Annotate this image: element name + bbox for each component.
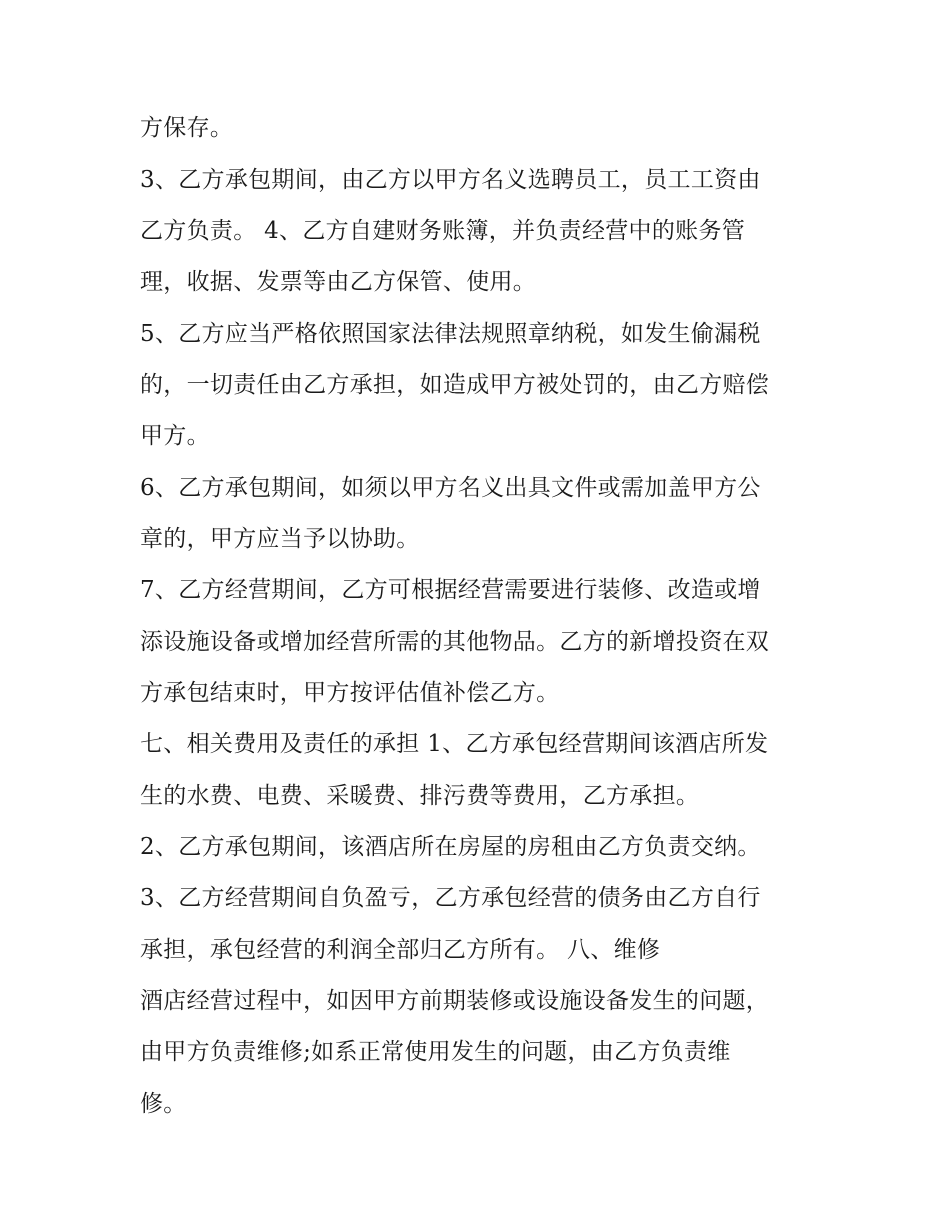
text-line: 3、乙方承包期间，由乙方以甲方名义选聘员工，员工工资由	[140, 167, 761, 193]
text-line: 的，一切责任由乙方承担，如造成甲方被处罚的，由乙方赔偿	[140, 372, 770, 398]
text-line: 6、乙方承包期间，如须以甲方名义出具文件或需加盖甲方公	[140, 475, 761, 501]
text-line: 章的，甲方应当予以协助。	[140, 526, 420, 552]
text-line: 生的水费、电费、采暖费、排污费等费用，乙方承担。	[140, 783, 700, 809]
text-line: 甲方。	[140, 423, 210, 449]
text-line: 7、乙方经营期间，乙方可根据经营需要进行装修、改造或增	[140, 577, 761, 603]
text-line: 七、相关费用及责任的承担 1、乙方承包经营期间该酒店所发	[140, 731, 769, 757]
text-line: 理，收据、发票等由乙方保管、使用。	[140, 269, 537, 295]
text-line: 承担，承包经营的利润全部归乙方所有。 八、维修	[140, 937, 661, 963]
text-line: 方保存。	[140, 115, 234, 141]
text-line: 修。	[140, 1091, 187, 1117]
text-line: 方承包结束时，甲方按评估值补偿乙方。	[140, 680, 560, 706]
text-line: 添设施设备或增加经营所需的其他物品。乙方的新增投资在双	[140, 629, 770, 655]
text-line: 乙方负责。 4、乙方自建财务账簿，并负责经营中的账务管	[140, 218, 746, 244]
text-line: 3、乙方经营期间自负盈亏，乙方承包经营的债务由乙方自行	[140, 885, 761, 911]
text-line: 2、乙方承包期间，该酒店所在房屋的房租由乙方负责交纳。	[140, 834, 761, 860]
text-line: 酒店经营过程中，如因甲方前期装修或设施设备发生的问题，	[140, 988, 770, 1014]
text-line: 5、乙方应当严格依照国家法律法规照章纳税，如发生偷漏税	[140, 321, 761, 347]
text-line: 由甲方负责维修;如系正常使用发生的问题，由乙方负责维	[140, 1039, 731, 1065]
